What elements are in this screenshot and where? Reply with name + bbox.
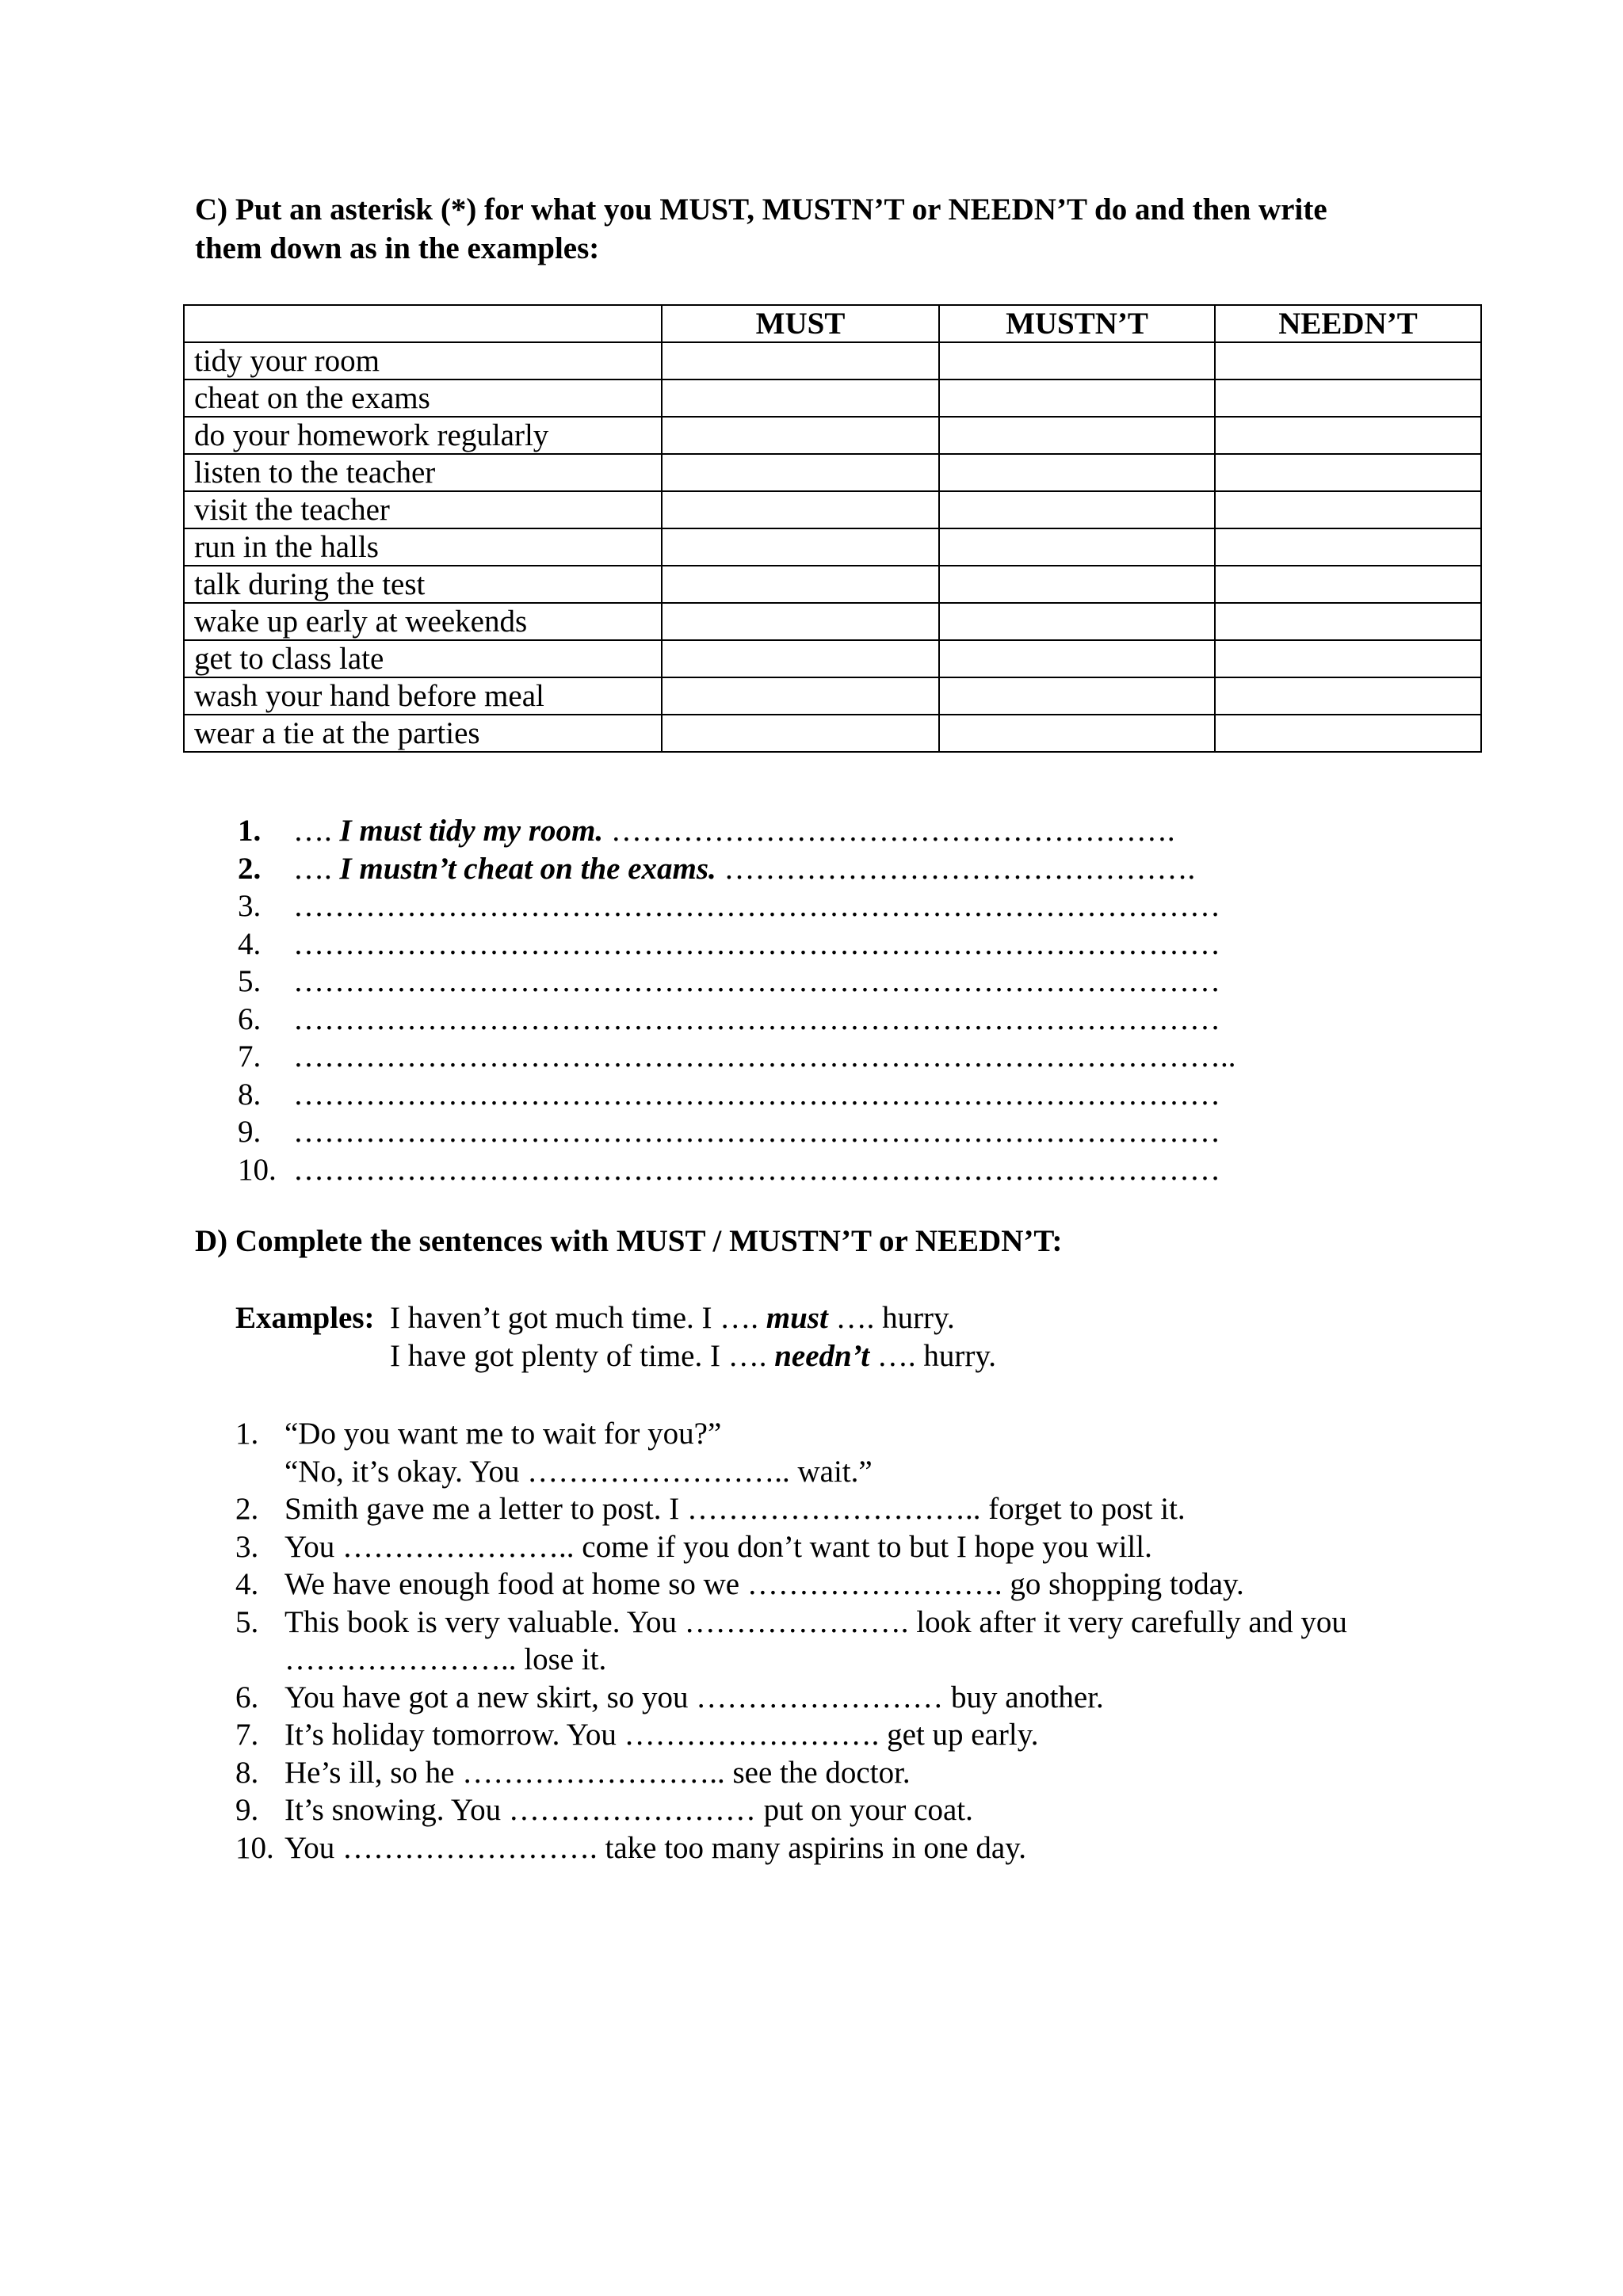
section-d-examples <box>235 1299 996 1375</box>
answer-dots: ………………………………………………. <box>603 814 1175 848</box>
must-cell[interactable] <box>662 342 939 379</box>
answer-line[interactable] <box>238 1038 1236 1076</box>
exercise-item <box>235 1566 1347 1604</box>
mustnt-cell[interactable] <box>939 677 1215 715</box>
exercise-text-continued: ………………….. lose it. <box>285 1642 607 1676</box>
mustnt-cell[interactable] <box>939 640 1215 677</box>
mustnt-cell[interactable] <box>939 603 1215 640</box>
must-cell[interactable] <box>662 379 939 417</box>
mustnt-cell[interactable] <box>939 342 1215 379</box>
table-row <box>184 454 1481 491</box>
exercise-number: 10. <box>235 1830 274 1865</box>
exercise-number: 2. <box>235 1492 259 1526</box>
must-cell[interactable] <box>662 491 939 528</box>
exercise-text: You have got a new skirt, so you …………………… buy another. <box>285 1680 1104 1714</box>
activity-cell: wear a tie at the parties <box>184 715 662 752</box>
answer-dots: ………………………………………. <box>716 851 1196 886</box>
must-cell[interactable] <box>662 454 939 491</box>
mustnt-cell[interactable] <box>939 454 1215 491</box>
must-cell[interactable] <box>662 640 939 677</box>
activity-cell: visit the teacher <box>184 491 662 528</box>
answer-line[interactable] <box>238 850 1236 888</box>
answer-example-text: I mustn’t cheat on the exams. <box>339 851 716 886</box>
table-row <box>184 491 1481 528</box>
must-mustnt-neednt-table <box>183 304 1482 753</box>
table-row <box>184 677 1481 715</box>
exercise-item <box>235 1754 1347 1792</box>
exercise-number: 8. <box>235 1755 259 1790</box>
must-cell[interactable] <box>662 603 939 640</box>
exercise-number: 5. <box>235 1604 259 1639</box>
answer-line[interactable] <box>238 1113 1236 1151</box>
neednt-cell[interactable] <box>1215 342 1481 379</box>
table-row <box>184 566 1481 603</box>
exercise-text-continued: “No, it’s okay. You …………………….. wait.” <box>285 1454 873 1489</box>
answer-pre: …. <box>293 851 340 886</box>
answer-example-text: I must tidy my room. <box>339 814 604 848</box>
example1-pre: I haven’t got much time. I …. <box>390 1301 766 1335</box>
answer-number: 7. <box>238 1039 262 1074</box>
answer-dots: ……………………………………………………………………………… <box>293 889 1220 923</box>
neednt-cell[interactable] <box>1215 491 1481 528</box>
section-c-heading-line1: C) Put an asterisk (*) for what you MUST, MUSTN’T or NEEDN’T do and then write <box>195 193 1327 227</box>
mustnt-cell[interactable] <box>939 491 1215 528</box>
neednt-cell[interactable] <box>1215 603 1481 640</box>
exercise-item <box>235 1716 1347 1754</box>
neednt-cell[interactable] <box>1215 528 1481 566</box>
section-c-answer-list <box>238 812 1236 1188</box>
example-row-1 <box>235 1299 996 1337</box>
must-cell[interactable] <box>662 417 939 454</box>
answer-number: 4. <box>238 926 262 961</box>
column-header-activity <box>184 305 662 342</box>
answer-dots: ……………………………………………………………………………… <box>293 1077 1220 1112</box>
exercise-item <box>235 1829 1347 1867</box>
exercise-item <box>235 1604 1347 1679</box>
activity-cell: talk during the test <box>184 566 662 603</box>
exercise-text: It’s holiday tomorrow. You ……………………. get up early. <box>285 1718 1039 1752</box>
exercise-text: It’s snowing. You …………………… put on your coat. <box>285 1793 973 1827</box>
example-row-2 <box>235 1337 996 1375</box>
activity-cell: run in the halls <box>184 528 662 566</box>
exercise-item <box>235 1415 1347 1490</box>
answer-number: 1. <box>238 814 262 848</box>
activity-cell: tidy your room <box>184 342 662 379</box>
activity-cell: wash your hand before meal <box>184 677 662 715</box>
column-header-must: MUST <box>662 305 939 342</box>
answer-line[interactable] <box>238 1076 1236 1114</box>
section-c-heading-line2: them down as in the examples: <box>195 231 600 265</box>
neednt-cell[interactable] <box>1215 417 1481 454</box>
column-header-neednt: NEEDN’T <box>1215 305 1481 342</box>
activity-cell: wake up early at weekends <box>184 603 662 640</box>
must-cell[interactable] <box>662 566 939 603</box>
answer-dots: ……………………………………………………………………………… <box>293 1001 1220 1036</box>
answer-dots: ……………………………………………………………………………… <box>293 1115 1220 1149</box>
must-cell[interactable] <box>662 715 939 752</box>
answer-number: 9. <box>238 1115 262 1149</box>
column-header-mustnt: MUSTN’T <box>939 305 1215 342</box>
exercise-item <box>235 1791 1347 1829</box>
table-row <box>184 640 1481 677</box>
neednt-cell[interactable] <box>1215 379 1481 417</box>
answer-number: 5. <box>238 964 262 998</box>
example2-answer: needn’t <box>774 1339 870 1373</box>
exercise-text: This book is very valuable. You …………………. look after it very carefully and you <box>285 1604 1347 1639</box>
neednt-cell[interactable] <box>1215 640 1481 677</box>
exercise-item <box>235 1679 1347 1717</box>
neednt-cell[interactable] <box>1215 677 1481 715</box>
answer-dots: ……………………………………………………………………………….. <box>293 1039 1236 1074</box>
mustnt-cell[interactable] <box>939 379 1215 417</box>
exercise-text: We have enough food at home so we ……………………. go shopping today. <box>285 1567 1244 1601</box>
section-c-heading <box>195 190 1463 268</box>
answer-number: 3. <box>238 889 262 923</box>
answer-dots: ……………………………………………………………………………… <box>293 1152 1220 1187</box>
activity-cell: do your homework regularly <box>184 417 662 454</box>
exercise-number: 9. <box>235 1793 259 1827</box>
exercise-text: “Do you want me to wait for you?” <box>285 1417 722 1451</box>
must-cell[interactable] <box>662 528 939 566</box>
example1-post: …. hurry. <box>827 1301 955 1335</box>
exercise-number: 7. <box>235 1718 259 1752</box>
exercise-number: 6. <box>235 1680 259 1714</box>
answer-number: 8. <box>238 1077 262 1112</box>
table-row <box>184 379 1481 417</box>
answer-line[interactable] <box>238 1001 1236 1039</box>
examples-label: Examples: <box>235 1301 375 1335</box>
mustnt-cell[interactable] <box>939 566 1215 603</box>
activity-cell: listen to the teacher <box>184 454 662 491</box>
table-header-row <box>184 305 1481 342</box>
table-row <box>184 715 1481 752</box>
neednt-cell[interactable] <box>1215 715 1481 752</box>
answer-line[interactable] <box>238 925 1236 963</box>
mustnt-cell[interactable] <box>939 715 1215 752</box>
answer-dots: ……………………………………………………………………………… <box>293 926 1220 961</box>
example2-pre: I have got plenty of time. I …. <box>390 1339 775 1373</box>
answer-line[interactable] <box>238 812 1236 850</box>
neednt-cell[interactable] <box>1215 454 1481 491</box>
exercise-number: 3. <box>235 1529 259 1564</box>
example2-post: …. hurry. <box>869 1339 997 1373</box>
must-cell[interactable] <box>662 677 939 715</box>
answer-line[interactable] <box>238 887 1236 925</box>
answer-line[interactable] <box>238 1151 1236 1189</box>
answer-number: 6. <box>238 1001 262 1036</box>
exercise-text: He’s ill, so he …………………….. see the doctor. <box>285 1755 911 1790</box>
activity-cell: get to class late <box>184 640 662 677</box>
answer-line[interactable] <box>238 963 1236 1001</box>
mustnt-cell[interactable] <box>939 528 1215 566</box>
section-d-heading: D) Complete the sentences with MUST / MUSTN’T or NEEDN’T: <box>195 1224 1063 1258</box>
exercise-number: 4. <box>235 1567 259 1601</box>
answer-dots: ……………………………………………………………………………… <box>293 964 1220 998</box>
section-d-exercise-list <box>235 1415 1347 1867</box>
activity-cell: cheat on the exams <box>184 379 662 417</box>
neednt-cell[interactable] <box>1215 566 1481 603</box>
table-row <box>184 528 1481 566</box>
exercise-text: You ………………….. come if you don’t want to but I hope you will. <box>285 1529 1152 1564</box>
exercise-text: Smith gave me a letter to post. I ……………………….. forget to post it. <box>285 1492 1186 1526</box>
exercise-text: You ……………………. take too many aspirins in one day. <box>285 1830 1026 1865</box>
exercise-number: 1. <box>235 1417 259 1451</box>
table-row <box>184 603 1481 640</box>
table-row <box>184 342 1481 379</box>
table-row <box>184 417 1481 454</box>
answer-number: 2. <box>238 851 262 886</box>
answer-pre: …. <box>293 814 340 848</box>
exercise-item <box>235 1528 1347 1566</box>
exercise-item <box>235 1490 1347 1528</box>
mustnt-cell[interactable] <box>939 417 1215 454</box>
answer-number: 10. <box>238 1152 277 1187</box>
example1-answer: must <box>766 1301 828 1335</box>
